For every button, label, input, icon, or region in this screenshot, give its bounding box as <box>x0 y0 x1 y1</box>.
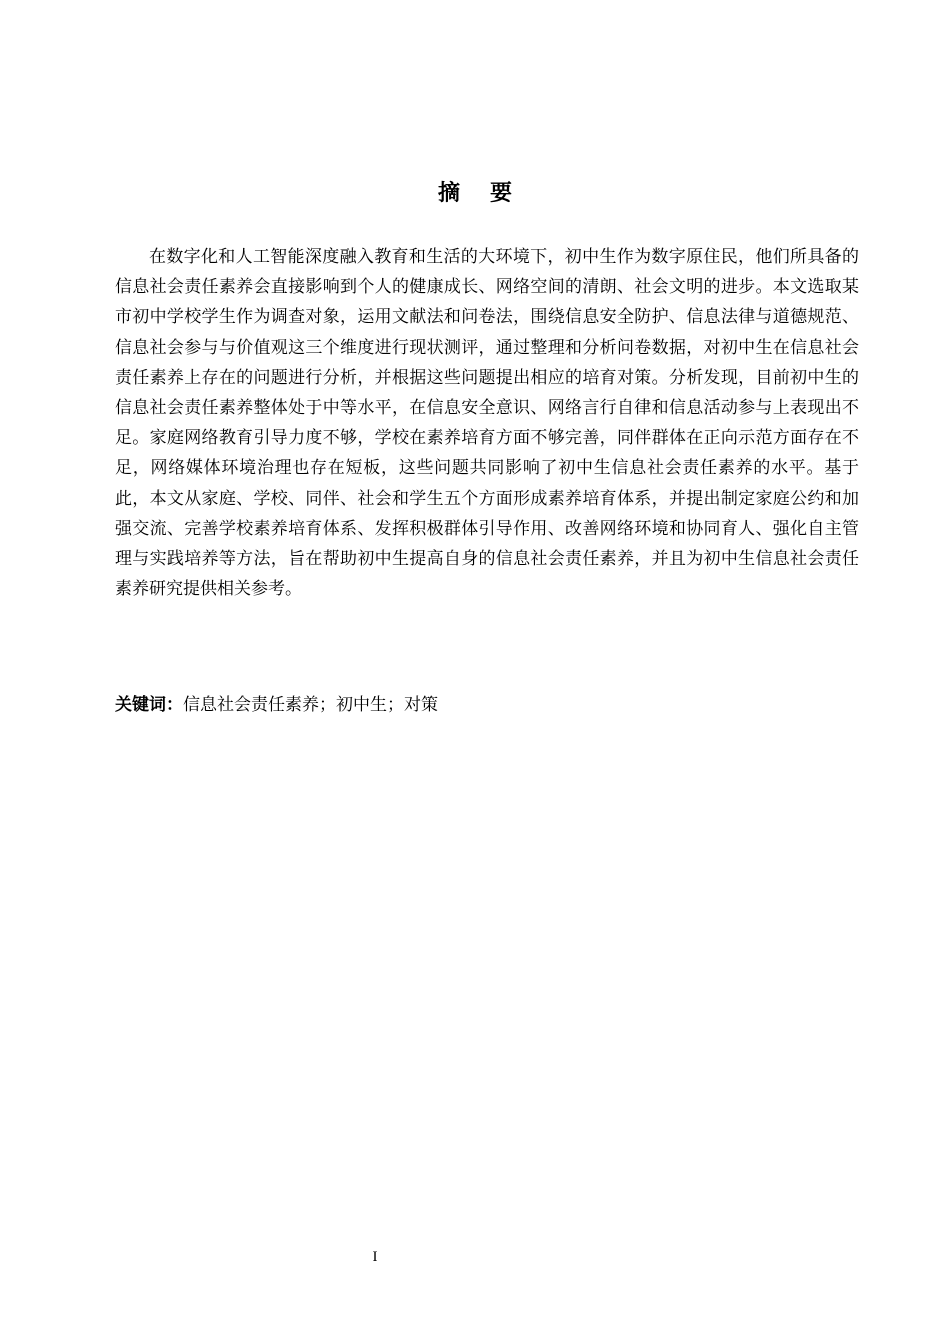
abstract-title: 摘要 <box>437 181 542 206</box>
keywords-line <box>115 690 859 720</box>
abstract-body: 在数字化和人工智能深度融入教育和生活的大环境下，初中生作为数字原住民，他们所具备的信息社会责任素养会直接影响到个人的健康成长、网络空间的清朗、社会文明的进步。本文选取某市初中学校学生作为调查对象，运用文献法和问卷法，围绕信息安全防护、信息法律与道德规范、信息社会参与与价值观这三个维度进行现状测评，通过整理和分析问卷数据，对初中生在信息社会责任素养上存在的问题进行分析，并根据这些问题提出相应的培育对策。分析发现，目前初中生的信息社会责任素养整体处于中等水平，在信息安全意识、网络言行自律和信息活动参与上表现出不足。家庭网络教育引导力度不够，学校在素养培育方面不够完善，同伴群体在正向示范方面存在不足，网络媒体环境治理也存在短板，这些问题共同影响了初中生信息社会责任素养的水平。基于此，本文从家庭、学校、同伴、社会和学生五个方面形成素养培育体系，并提出制定家庭公约和加强交流、完善学校素养培育体系、发挥积极群体引导作用、改善网络环境和协同育人、强化自主管理与实践培养等方法，旨在帮助初中生提高自身的信息社会责任素养，并且为初中生信息社会责任素养研究提供相关参考。 <box>115 247 859 600</box>
page-number: I <box>372 1249 378 1265</box>
keywords-label: 关键词： <box>115 695 183 715</box>
keywords-text: 信息社会责任素养；初中生；对策 <box>183 695 438 715</box>
